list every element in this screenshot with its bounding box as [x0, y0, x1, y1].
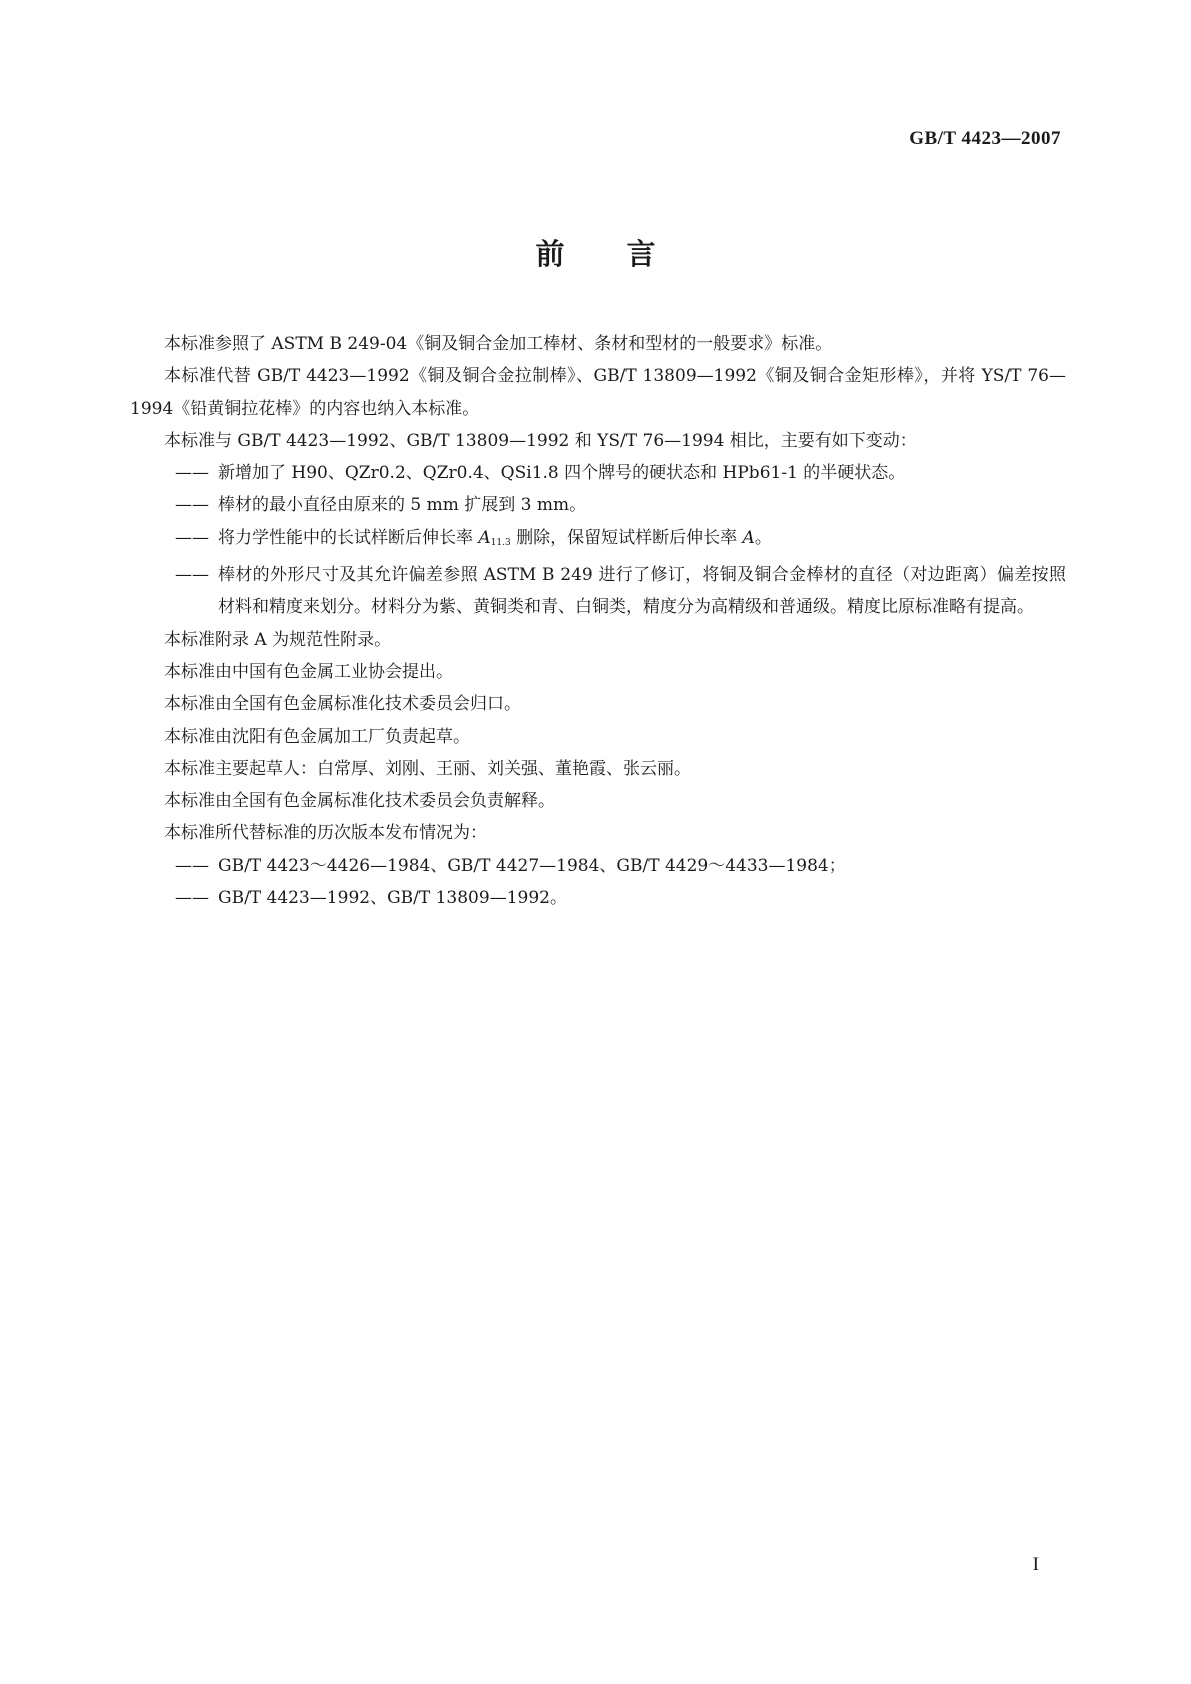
change-item-text: 将力学性能中的长试样断后伸长率 — [218, 527, 479, 548]
change-item-text: 新增加了 H90、QZr0.2、QZr0.4、QSi1.8 四个牌号的硬状态和 HPb61-1 的半硬状态。 — [218, 463, 906, 484]
paragraph-replaces: 本标准代替 GB/T 4423—1992《铜及铜合金拉制棒》、GB/T 13809—1992《铜及铜合金矩形棒》，并将 YS/T 76—1994《铅黄铜拉花棒》的内容也纳入本标准。 — [130, 366, 1066, 419]
list-dash: —— — [175, 527, 209, 548]
history-item-text: GB/T 4423—1992、GB/T 13809—1992。 — [218, 888, 567, 909]
foreword-body — [130, 328, 1066, 914]
list-item — [130, 882, 1066, 914]
change-item-text: 删除，保留短试样断后伸长率 — [510, 527, 743, 548]
list-item — [130, 850, 1066, 882]
list-item — [130, 457, 1066, 489]
paragraph-changes-intro: 本标准与 GB/T 4423—1992、GB/T 13809—1992 和 YS/T 76—1994 相比，主要有如下变动： — [164, 430, 917, 451]
paragraph-centralized-by: 本标准由全国有色金属标准化技术委员会归口。 — [164, 694, 521, 715]
elongation-symbol: A — [742, 527, 755, 548]
change-item-text: 棒材的外形尺寸及其允许偏差参照 ASTM B 249 进行了修订，将铜及铜合金棒材的直径（对边距离）偏差按照材料和精度来划分。材料分为紫、黄铜类和青、白铜类，精度分为高精级和普通级。精度比原标准略有提高。 — [218, 565, 1066, 618]
history-item-text: GB/T 4423～4426—1984、GB/T 4427—1984、GB/T 4429～4433—1984； — [218, 855, 846, 876]
paragraph-drafters: 本标准主要起草人：白常厚、刘刚、王丽、刘关强、董艳霞、张云丽。 — [164, 758, 691, 779]
title-char-2: 言 — [626, 237, 656, 271]
standard-code: GB/T 4423—2007 — [909, 128, 1061, 149]
list-dash: —— — [175, 565, 209, 586]
list-dash: —— — [175, 855, 209, 876]
paragraph-proposed-by: 本标准由中国有色金属工业协会提出。 — [164, 661, 453, 682]
paragraph-annex: 本标准附录 A 为规范性附录。 — [164, 629, 392, 650]
elongation-subscript: 11.3 — [490, 537, 511, 548]
list-dash: —— — [175, 888, 209, 909]
paragraph-drafted-by: 本标准由沈阳有色金属加工厂负责起草。 — [164, 726, 470, 747]
list-item — [130, 559, 1066, 624]
list-dash: —— — [175, 463, 209, 484]
list-item — [130, 489, 1066, 521]
elongation-symbol: A — [478, 527, 491, 548]
change-item-text: 。 — [754, 527, 772, 548]
paragraph-interpreted-by: 本标准由全国有色金属标准化技术委员会负责解释。 — [164, 791, 555, 812]
paragraph-history-intro: 本标准所代替标准的历次版本发布情况为： — [164, 823, 487, 844]
page-title — [0, 232, 1191, 273]
paragraph-reference: 本标准参照了 ASTM B 249-04《铜及铜合金加工棒材、条材和型材的一般要求》标准。 — [164, 334, 833, 354]
list-dash: —— — [175, 495, 209, 516]
title-char-1: 前 — [535, 237, 565, 271]
list-item — [130, 522, 1066, 559]
page-number: I — [1032, 1554, 1039, 1575]
change-item-text: 棒材的最小直径由原来的 5 mm 扩展到 3 mm。 — [218, 495, 587, 516]
